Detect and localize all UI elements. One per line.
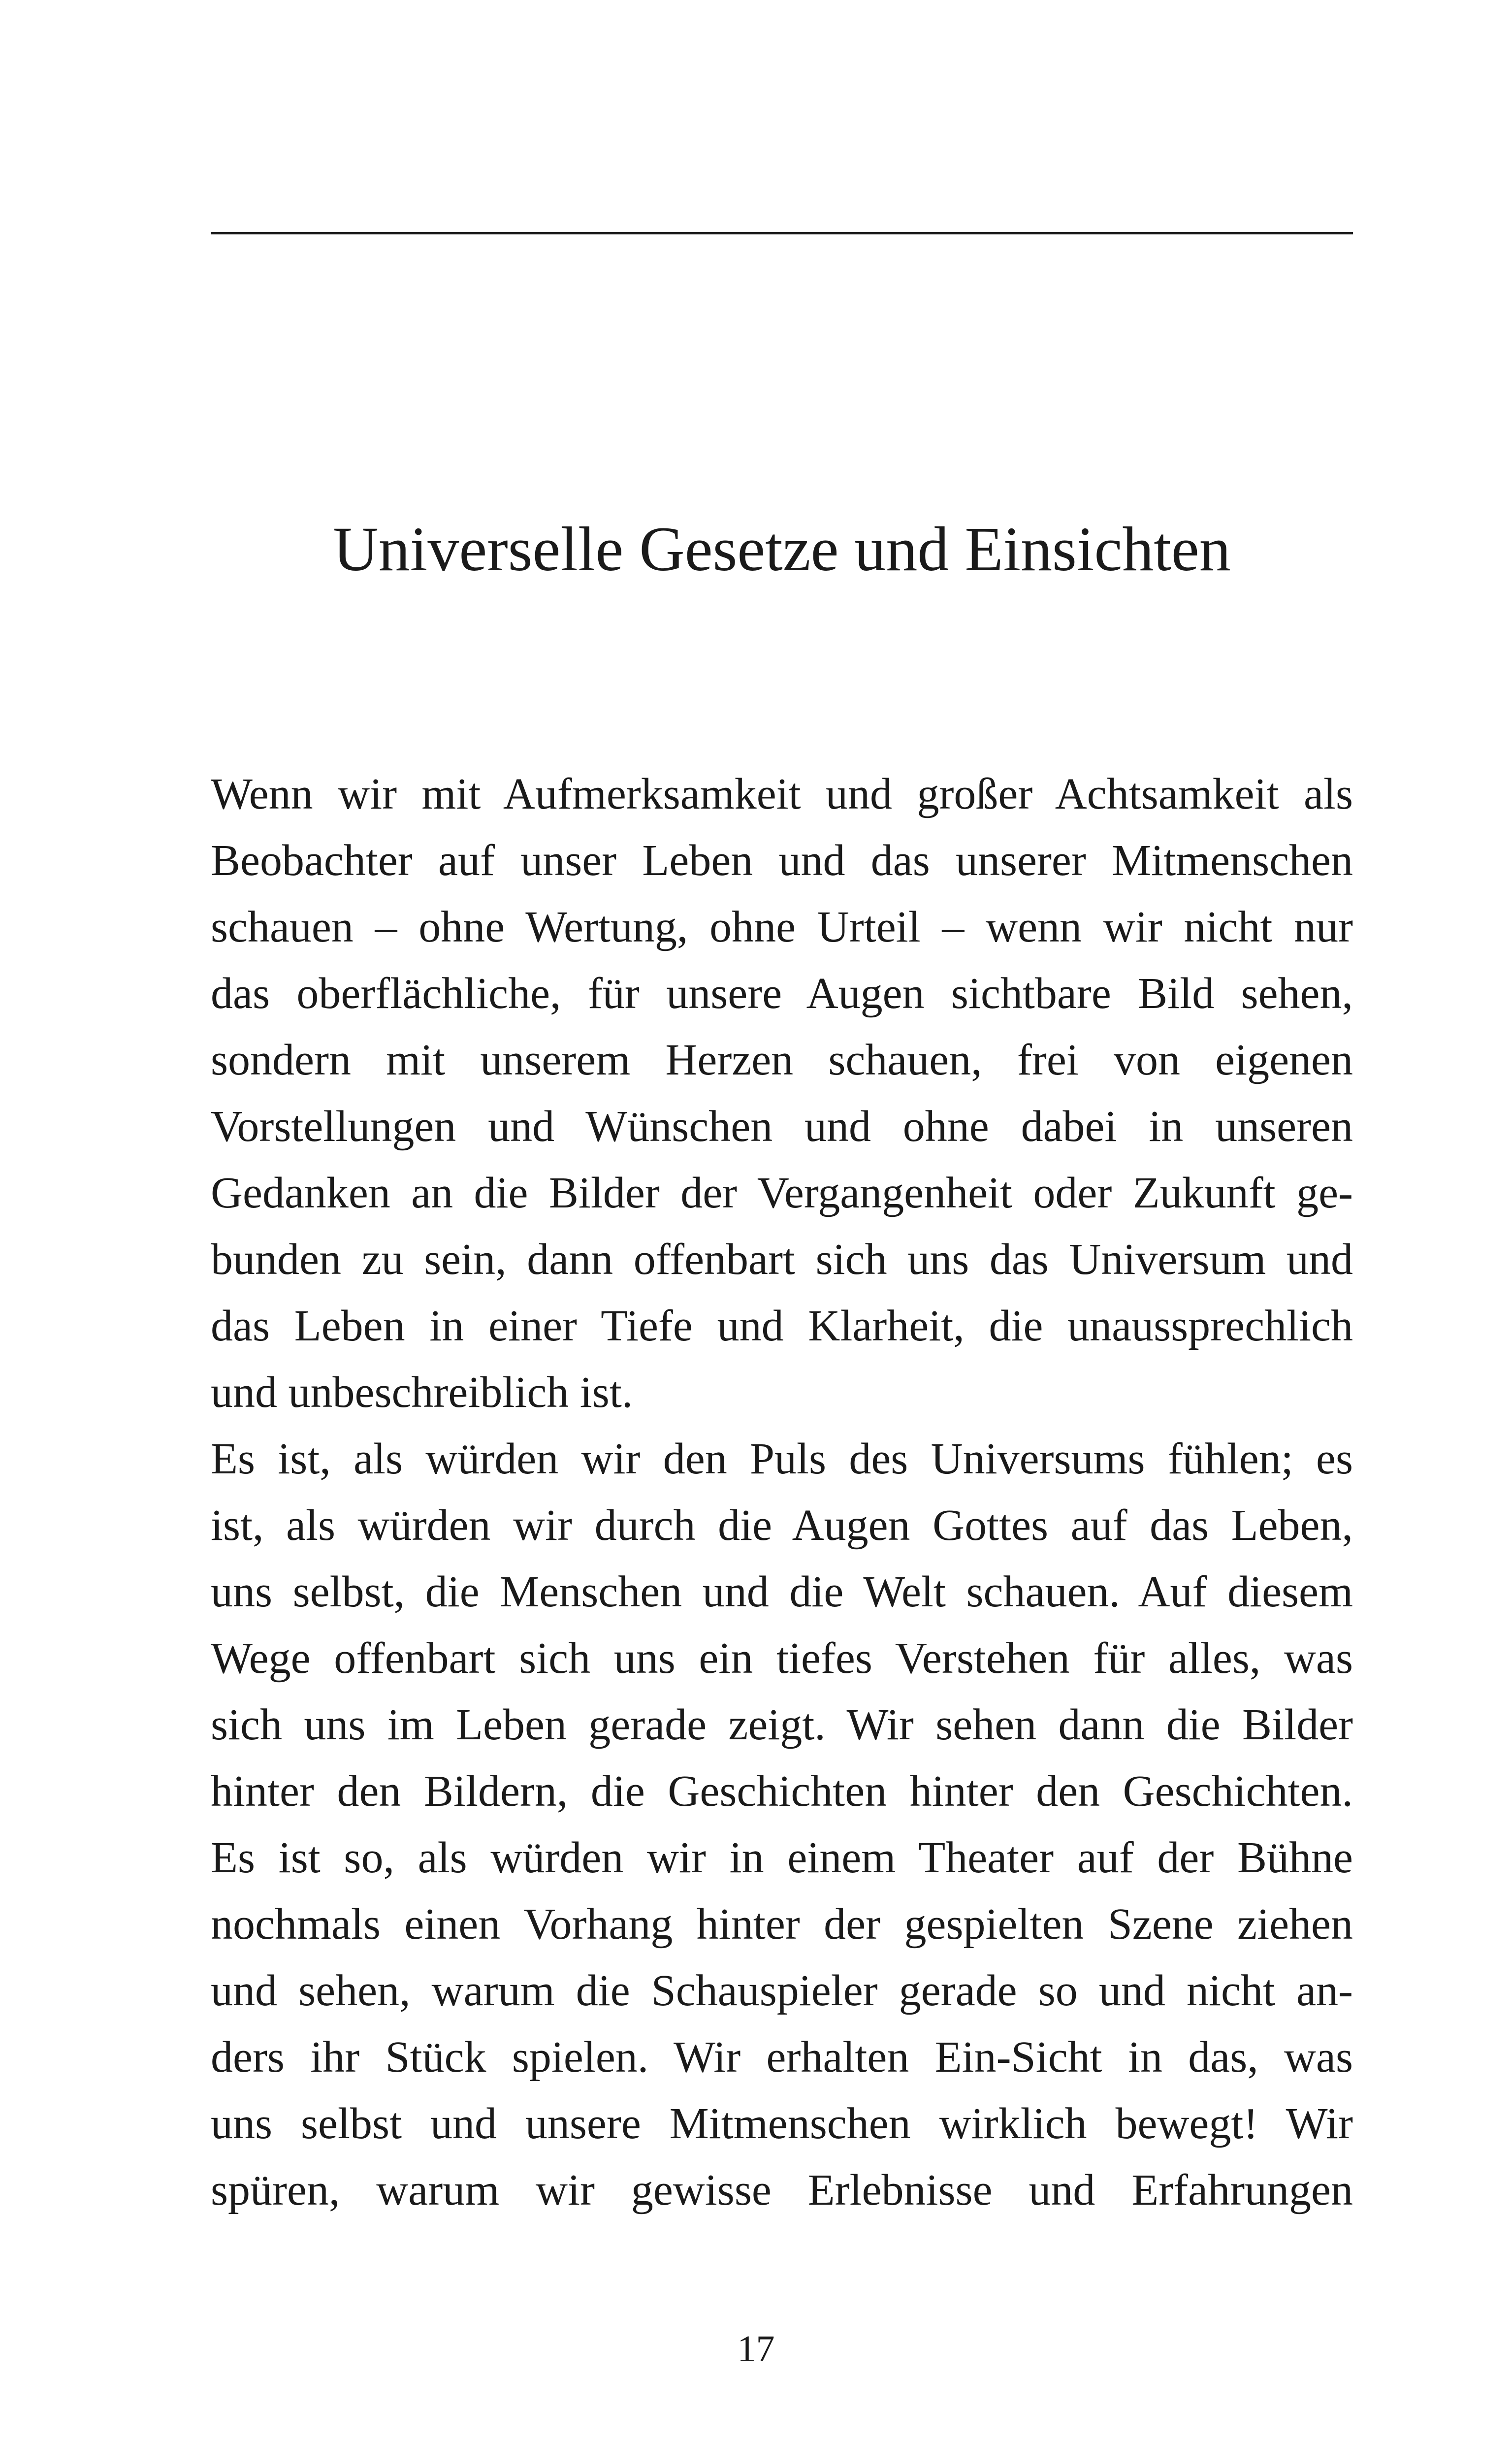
text-line: das oberflächliche, für unsere Augen sichtbare Bild sehen, [211, 969, 1353, 1018]
text-line: sich uns im Leben gerade zeigt. Wir sehen dann die Bilder [211, 1700, 1353, 1749]
text-line-paragraph-end: und unbeschreiblich ist. [211, 1368, 633, 1417]
text-line: schauen – ohne Wertung, ohne Urteil – wenn wir nicht nur [211, 903, 1353, 951]
text-line: Gedanken an die Bilder der Vergangenheit oder Zukunft ge- [211, 1169, 1353, 1217]
text-line: Vorstellungen und Wünschen und ohne dabei in unseren [211, 1102, 1353, 1151]
text-line: spüren, warum wir gewisse Erlebnisse und Erfahrungen [211, 2166, 1353, 2215]
page-number: 17 [737, 2328, 775, 2370]
chapter-title: Universelle Gesetze und Einsichten [333, 514, 1231, 584]
body-text [211, 761, 1353, 2223]
text-line: ders ihr Stück spielen. Wir erhalten Ein-Sicht in das, was [211, 2033, 1353, 2082]
text-line: Wenn wir mit Aufmerksamkeit und großer Achtsamkeit als [211, 770, 1353, 818]
text-line: Wege offenbart sich uns ein tiefes Verstehen für alles, was [211, 1634, 1353, 1683]
text-line: bunden zu sein, dann offenbart sich uns das Universum und [211, 1235, 1353, 1284]
text-line: und sehen, warum die Schauspieler gerade so und nicht an- [211, 1966, 1353, 2015]
text-line: Es ist, als würden wir den Puls des Universums fühlen; es [211, 1434, 1353, 1483]
text-line: das Leben in einer Tiefe und Klarheit, die unaussprechlich [211, 1302, 1353, 1350]
header-rule [211, 232, 1353, 234]
text-line: sondern mit unserem Herzen schauen, frei von eigenen [211, 1036, 1353, 1084]
text-line: Es ist so, als würden wir in einem Theater auf der Bühne [211, 1833, 1353, 1882]
text-line: uns selbst und unsere Mitmenschen wirklich bewegt! Wir [211, 2099, 1353, 2148]
text-line: Beobachter auf unser Leben und das unserer Mitmenschen [211, 836, 1353, 885]
text-line: ist, als würden wir durch die Augen Gottes auf das Leben, [211, 1501, 1353, 1550]
text-line: hinter den Bildern, die Geschichten hinter den Geschichten. [211, 1767, 1353, 1816]
text-line: nochmals einen Vorhang hinter der gespielten Szene ziehen [211, 1900, 1353, 1949]
text-line: uns selbst, die Menschen und die Welt schauen. Auf diesem [211, 1567, 1353, 1616]
